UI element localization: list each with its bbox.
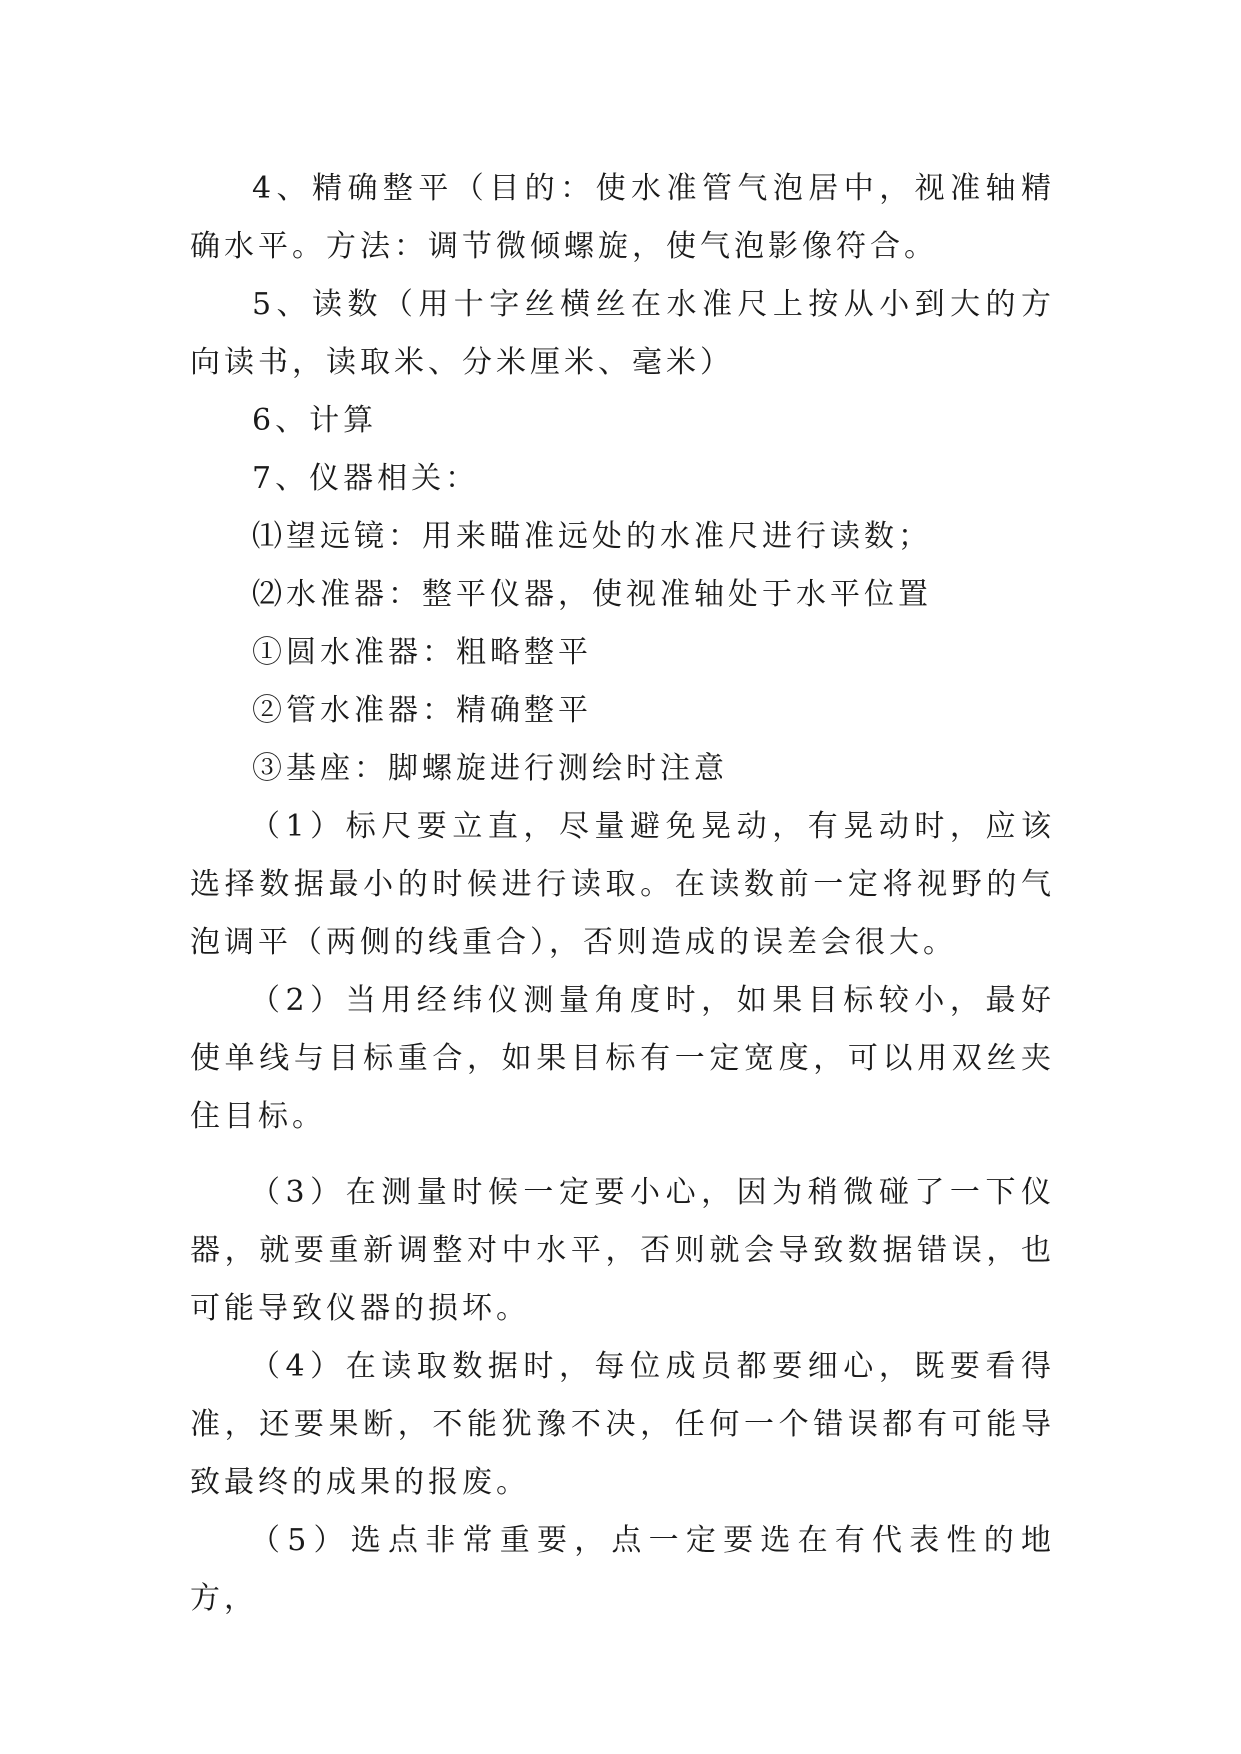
paragraph-step-4: 4、精确整平（目的：使水准管气泡居中，视准轴精确水平。方法：调节微倾螺旋，使气泡影像符合。 — [190, 171, 1055, 264]
paragraph-step-7: 7、仪器相关： — [252, 461, 480, 496]
paragraph-level-vial: ⑵水准器：整平仪器，使视准轴处于水平位置 — [252, 577, 932, 612]
paragraph-note-2: （2）当用经纬仪测量角度时，如果目标较小，最好使单线与目标重合，如果目标有一定宽度，可以用双丝夹住目标。 — [190, 983, 1055, 1134]
paragraph-base: ③基座：脚螺旋进行测绘时注意 — [252, 751, 728, 786]
paragraph-note-4: （4）在读取数据时，每位成员都要细心，既要看得准，还要果断，不能犹豫不决，任何一个错误都有可能导致最终的成果的报废。 — [190, 1349, 1055, 1500]
paragraph-circular-level: ①圆水准器：粗略整平 — [252, 635, 592, 670]
paragraph-note-1: （1）标尺要立直，尽量避免晃动，有晃动时，应该选择数据最小的时候进行读取。在读数前一定将视野的气泡调平（两侧的线重合），否则造成的误差会很大。 — [190, 809, 1055, 960]
paragraph-note-5: （5）选点非常重要，点一定要选在有代表性的地方， — [190, 1523, 1055, 1616]
paragraph-note-3: （3）在测量时候一定要小心，因为稍微碰了一下仪器，就要重新调整对中水平，否则就会导致数据错误，也可能导致仪器的损坏。 — [190, 1175, 1055, 1326]
paragraph-telescope: ⑴望远镜：用来瞄准远处的水准尺进行读数； — [252, 519, 932, 554]
paragraph-step-6: 6、计算 — [252, 403, 378, 438]
document-body — [190, 160, 1055, 1628]
paragraph-tube-level: ②管水准器：精确整平 — [252, 693, 592, 728]
paragraph-step-5: 5、读数（用十字丝横丝在水准尺上按从小到大的方向读书，读取米、分米厘米、毫米） — [190, 287, 1055, 380]
